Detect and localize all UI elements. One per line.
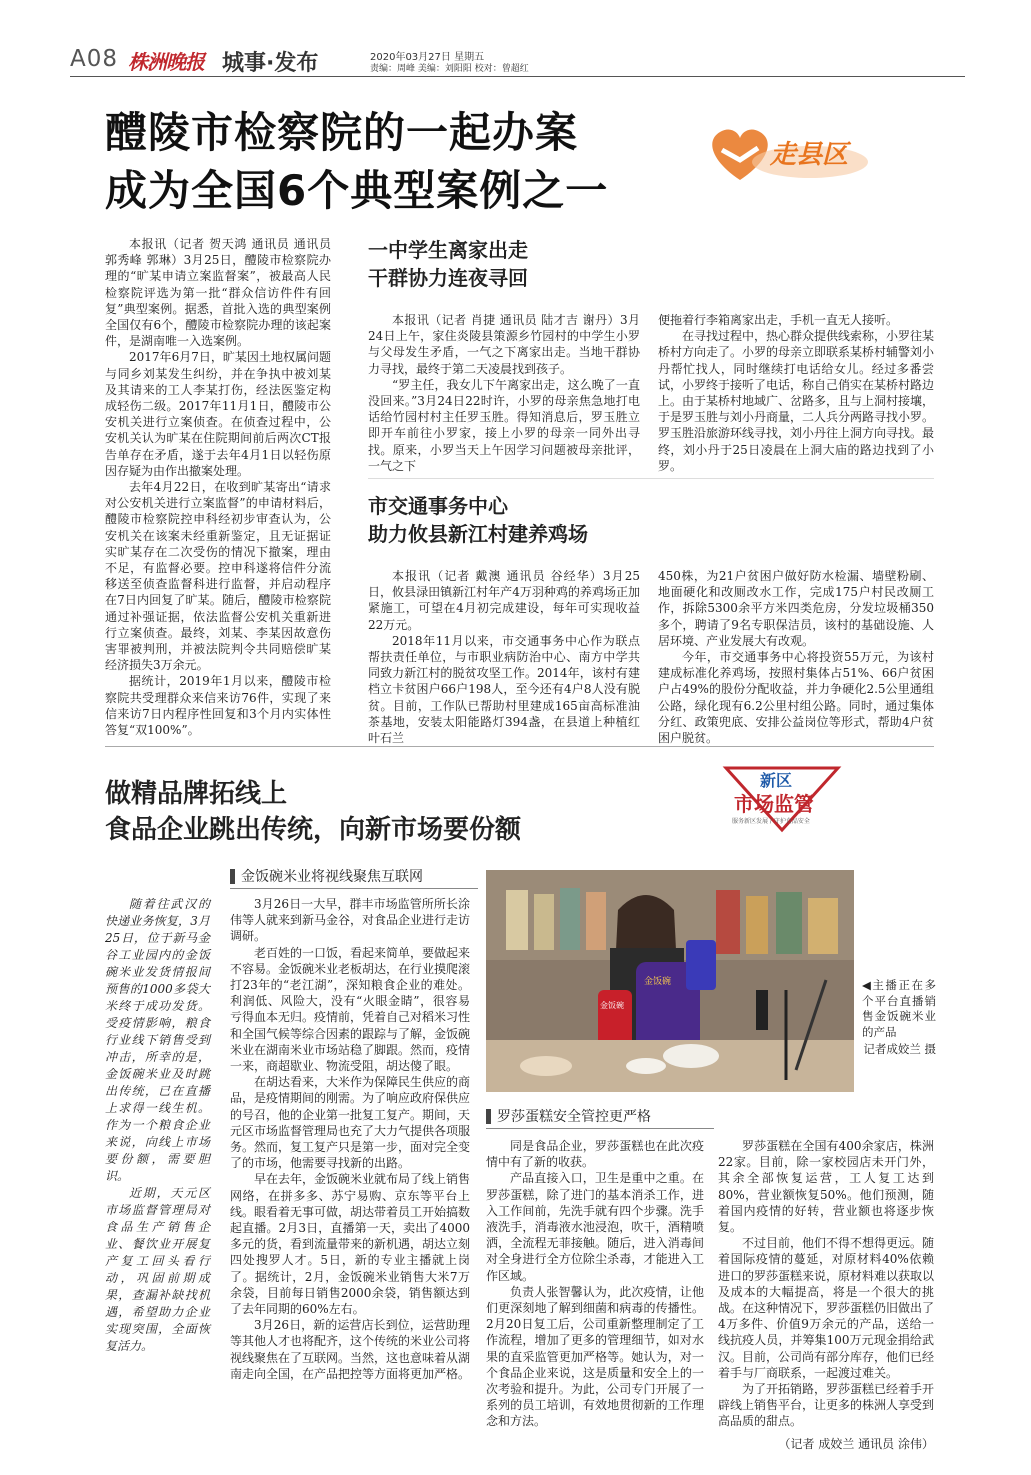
zou-xian-qu-text: 走县区 [770,140,849,170]
header-rule [70,76,965,77]
article3-headline-line2: 助力攸县新江村建养鸡场 [368,522,588,546]
section-divider [105,746,934,747]
photo-caption-text: ◀主播正在多个平台直播销售金饭碗米业的产品 [862,978,936,1039]
subheading-marker-icon [230,869,235,884]
livestream-photo [486,870,854,1092]
article1-paragraph: 2017年6月7日，旷某因土地权属问题与同乡刘某发生纠纷，并在争执中被刘某及其请来的工人李某打伤，经法医鉴定构成轻伤二级。2017年11月1日，醴陵市公安机关进行立案侦查。在侦查过程中，公安机关认为旷某在住院期间前后两次CT报告单存在矛盾，遂于去年4月1日以轻伤原因存疑为由作出撤案处理。 [105,350,331,478]
article3-paragraph: 2018年11月以来，市交通事务中心作为联点帮扶责任单位，与市职业病防治中心、南方中学共同致力新江村的脱贫攻坚工作。2014年，该村有建档立卡贫困户66户198人，至今还有4户8人没有脱贫。目前，工作队已帮助村里建成165亩高标准油茶基地，安装太阳能路灯394盏，在县道上种植红叶石兰 [368,633,640,746]
article4-lead [105,896,210,1355]
article3-headline-line1: 市交通事务中心 [368,494,508,518]
article4-paragraph: 同是食品企业，罗莎蛋糕也在此次疫情中有了新的收获。 [486,1139,704,1170]
article4-paragraph: 罗莎蛋糕在全国有400余家店，株洲22家。目前，除一家校园店未开门外，其余全部恢复运营，工人复工达到80%，营业额恢复50%。他们预测，随着国内疫情的好转，营业额也将逐步恢复。 [718,1139,934,1235]
article4-paragraph: 为了开拓销路，罗莎蛋糕已经着手开辟线上销售平台，让更多的株洲人享受到高品质的甜点。 [718,1382,935,1429]
article4-sub2-col2 [718,1138,934,1452]
photo-bag-label: 金饭碗 [600,1001,624,1010]
subheading-2-rule [486,1128,714,1129]
section-title: 城事·发布 [222,51,319,76]
photo-caption [862,978,936,1058]
article1-headline [105,104,665,220]
subheading-1-rule [230,888,478,889]
article4-sub1-body [230,896,470,1382]
article1-paragraph: 本报讯（记者 贺天鸿 通讯员 通讯员 郭秀峰 郭琳）3月25日，醴陵市检察院办理的“旷某申请立案监督案”，被最高人民检察院评选为第一批“群众信访件件有回复”典型案例。据悉，首批入选的典型案例全国仅有6个，醴陵市检察院办理的该起案件，是湖南唯一入选案例。 [105,237,331,349]
article2-paragraph: 便拖着行李箱离家出走，手机一直无人接听。 [658,313,899,327]
article2-headline-line2: 干群协力连夜寻回 [368,266,528,290]
article2-paragraph: 本报讯（记者 肖捷 通讯员 陆才吉 谢丹）3月24日上午，家住炎陵县策源乡竹园村的中学生小罗与父母发生矛盾，一气之下离家出走。当地干群协力寻找，最终于第二天凌晨找到孩子。 [368,313,640,376]
article2-headline-line1: 一中学生离家出走 [368,238,528,262]
article2-headline [368,236,768,292]
xinqu-market-logo [722,764,842,834]
subheading-marker-icon [486,1109,491,1124]
article4-paragraph: 3月26日一大早，群丰市场监管所所长涂伟等人就来到新马金谷，对食品企业进行走访调研。 [230,897,471,944]
article4-paragraph: 不过目前，他们不得不想得更远。随着国际疫情的蔓延，对原材料40%依赖进口的罗莎蛋糕来说，原材料难以获取以及成本的大幅提高，将是一个很大的挑战。在这种情况下，罗莎蛋糕仍旧做出了4万多件、价值9万余元的产品，送给一线抗疫人员，并筹集100万元现金捐给武汉。目前，公司尚有部分库存，他们已经着手与厂商联系，一起渡过难关。 [718,1236,935,1380]
article2-col1 [368,312,640,474]
article1-headline-line1: 醴陵市检察院的一起办案 [105,108,579,157]
article4-sub2-col1 [486,1138,704,1430]
article4-paragraph: 在胡达看来，大米作为保障民生供应的商品，是疫情期间的刚需。为了响应政府保供应的号召，他的企业第一批复工复产。期间，天元区市场监督管理局也充了大力气提供各项服务。然而，复工复产只是第一步，面对完全变了的市场，他需要寻找新的出路。 [230,1075,471,1171]
article4-byline: （记者 成姣兰 通讯员 涂伟） [778,1436,934,1451]
article4-lead-paragraph: 随着往武汉的快递业务恢复，3月25日，位于新马金谷工业园内的金饭碗米业发货情报间预售的1000多袋大米终于成功发货。受疫情影响，粮食行业线下销售受到冲击，所幸的是，金饭碗米业及时跳出传统，已在直播上求得一线生机。作为一个粮食企业来说，向线上市场要份额，需要胆识。 [105,897,210,1183]
xinqu-logo-slogan: 服务新区发展 / 守护食品安全 [732,818,810,825]
article4-subheading-1-text: 金饭碗米业将视线聚焦互联网 [241,869,423,885]
article1-paragraph: 去年4月22日，在收到旷某寄出“请求对公安机关进行立案监督”的申请材料后，醴陵市检察院控申科经初步审查认为，公安机关在该案未经重新鉴定，且无证据证实旷某存在二次受伤的情况下撤案，理由不足，有监督必要。控申科遂将信件分流移送至侦查监督科进行监督，并启动程序在7日内回复了旷某。随后，醴陵市检察院通过补强证据，依法监督公安机关重新进行立案侦查。最终，刘某、李某因故意伤害罪被判刑，并被法院判令共同赔偿旷某经济损失3万余元。 [105,480,331,673]
photo-credit: 记者成姣兰 摄 [863,1042,936,1057]
page-header [70,44,970,78]
article4-paragraph: 老百姓的一口饭，看起来简单，要做起来不容易。金饭碗米业老板胡达，在行业摸爬滚打23年的“老江湖”，深知粮食企业的难处。利润低、风险大，没有“火眼金睛”，很容易亏得血本无归。疫情前，凭着自己对稻米习性和全国气候等综合因素的跟踪与了解，金饭碗米业在湖南米业市场站稳了脚跟。然而，疫情一来，商超歇业、物流受阻，胡达傻了眼。 [230,945,471,1074]
article4-subheading-1 [230,866,423,886]
masthead-logo: 株洲晚报 [128,50,204,74]
article3-paragraph: 450株，为21户贫困户做好防水检漏、墙壁粉刷、地面硬化和改厕改水工作，完成175户村民改厕工作，拆除5300余平方米四类危房，分发垃圾桶350多个，聘请了9名专职保洁员，该村的基础设施、人居环境、产业发展大有改观。 [658,569,934,648]
article1-headline-line2: 成为全国6个典型案例之一 [105,166,609,215]
article2-paragraph: “罗主任，我女儿下午离家出走，这么晚了一直没回来。”3月24日22时许，小罗的母亲焦急地打电话给竹园村村主任罗玉胜。得知消息后，罗玉胜立即开车前往小罗家，接上小罗的母亲一同外出寻找。原来，小罗当天上午因学习问题被母亲批评，一气之下 [368,377,640,473]
article3-headline [368,492,768,548]
article4-paragraph: 负责人张智馨认为，此次疫情，让他们更深刻地了解到细菌和病毒的传播性。2月20日复工后，公司重新整理制定了工作流程，增加了更多的管理细节，如对水果的直采监管更加严格等。她认为，对一个食品企业来说，这是质量和安全上的一次考验和提升。为此，公司专门开展了一系列的员工培训，有效地贯彻新的工作理念和方法。 [486,1284,704,1429]
xinqu-logo-line2: 市场监管 [734,792,814,816]
article4-paragraph: 早在去年，金饭碗米业就布局了线上销售网络，在拼多多、苏宁易购、京东等平台上线。眼看着无事可做，胡达带着员工开始搞数起直播。2月3日，直播第一天，卖出了4000多元的货，看到流量带来的新机遇，胡达立刻四处搜罗人才。5日，新的专业主播就上岗了。据统计，2月，金饭碗米业销售大米7万余袋，目前每日销售2000余袋，销售额达到了去年同期的60%左右。 [230,1172,471,1317]
article3-col2 [658,568,934,746]
page-number: A08 [70,46,119,72]
article4-subheading-2 [486,1106,651,1126]
article4-paragraph: 3月26日，新的运营店长到位，运营助理等其他人才也将配齐，这个传统的米业公司将视线聚焦在了互联网。当然，这也意味着从湖南走向全国，在产品把控等方面将更加严格。 [230,1318,471,1381]
article4-headline-line2: 食品企业跳出传统，向新市场要份额 [105,815,522,845]
article3-paragraph: 今年，市交通事务中心将投资55万元，为该村建成标准化养鸡场，按照村集体占51%、66户贫困户占49%的股份分配收益，并力争硬化2.5公里通组公路，绿化现有6.2公里村组公路。同时，通过集体分红、政策兜底、安排公益岗位等形式，帮助4户贫困户脱贫。 [658,650,934,746]
article1-paragraph: 据统计，2019年1月以来，醴陵市检察院共受理群众来信来访76件，实现了来信来访7日内程序性回复和3个月内实体性答复“双100%”。 [105,674,331,738]
article4-lead-paragraph: 近期，天元区市场监督管理局对食品生产销售企业、餐饮业开展复产复工回头看行动，巩固前期成果，查漏补缺找机遇，希望助力企业实现突围，全面恢复活力。 [105,1186,210,1353]
xinqu-logo-line1: 新区 [760,771,793,790]
article3-col1 [368,568,640,746]
article4-subheading-2-text: 罗莎蛋糕安全管控更严格 [497,1109,651,1125]
issue-date: 2020年03月27日 星期五 [370,52,485,63]
article2-divider [368,478,934,479]
article1-body [105,236,331,738]
photo-bag-label: 金饭碗 [644,977,672,987]
article4-headline-line1: 做精品牌拓线上 [105,779,288,809]
article2-col2 [658,312,934,474]
article4-paragraph: 产品直接入口，卫生是重中之重。在罗莎蛋糕，除了进门的基本消杀工作，进入工作间前，先洗手就有四个步骤。洗手液洗手，消毒液水池浸泡，吹干，酒精喷洒，全流程无菲接触。随后，进入消毒间对全身进行全方位除尘杀毒，才能进入工作区域。 [486,1171,704,1283]
zou-xian-qu-logo [700,118,870,188]
article2-paragraph: 在寻找过程中，热心群众提供线索称，小罗往某桥村方向走了。小罗的母亲立即联系某桥村辅警刘小丹帮忙找人，同时继续打电话给女儿。经过多番尝试，小罗终于接听了电话，称自己俏实在某桥村路边上。由于某桥村地域广、岔路多，且与上洞村接壤，于是罗玉胜与刘小丹商量，二人兵分两路寻找小罗。罗玉胜沿旅游环线寻找，刘小丹往上洞方向寻找。最终，刘小丹于25日凌晨在上洞大庙的路边找到了小罗。 [658,329,935,473]
article4-headline [105,776,705,848]
article3-paragraph: 本报讯（记者 戴澳 通讯员 谷经华）3月25日，攸县渌田镇新江村年产4万羽种鸡的养鸡场正加紧施工，可望在4月初完成建设，每年可实现收益22万元。 [368,569,640,632]
editor-line: 责编：周峰 美编：刘阳阳 校对：曾超红 [370,64,529,74]
